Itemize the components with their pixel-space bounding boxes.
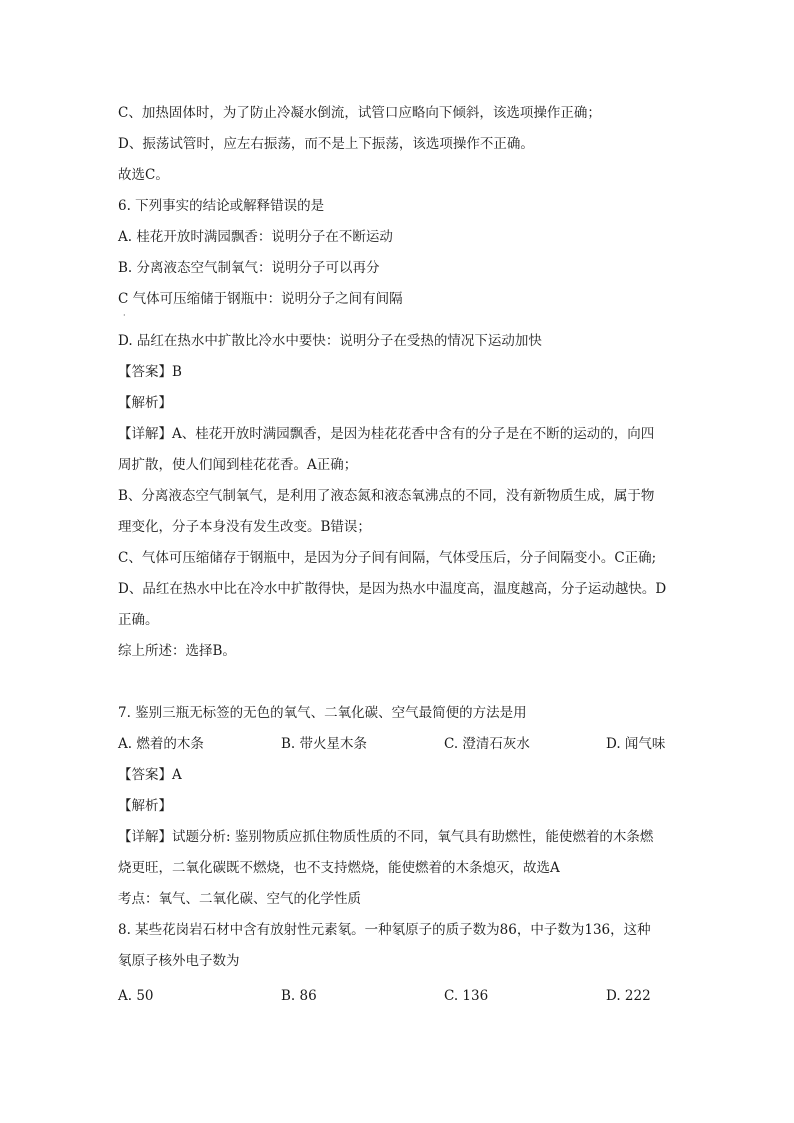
knowledge-point-line: 考点：氧气、二氧化碳、空气的化学性质	[118, 891, 361, 907]
stray-dot-mark: ·	[123, 311, 126, 320]
question-8-stem: 8. 某些花岗岩石材中含有放射性元素氡。一种氡原子的质子数为86，中子数为136，这种	[118, 922, 651, 938]
explanation-line: 周扩散，使人们闻到桂花花香。A正确；	[118, 457, 358, 473]
answer-label: 【答案】B	[118, 364, 182, 380]
analysis-label: 【解析】	[118, 798, 172, 814]
explanation-line: 【详解】试题分析: 鉴别物质应抓住物质性质的不同，氧气具有助燃性，能使燃着的木条燃	[118, 829, 654, 845]
question-7-stem: 7. 鉴别三瓶无标签的无色的氧气、二氧化碳、空气最简便的方法是用	[118, 705, 527, 721]
question-6-option-a: A. 桂花开放时满园飘香：说明分子在不断运动	[118, 229, 393, 245]
question-6-option-c: C 气体可压缩储于钢瓶中：说明分子之间有间隔	[118, 291, 403, 307]
text-line: D、振荡试管时，应左右振荡，而不是上下振荡，该选项操作不正确。	[118, 136, 534, 152]
question-8-option-a: A. 50	[118, 988, 154, 1004]
question-8-option-d: D. 222	[606, 988, 651, 1004]
explanation-line: D、品红在热水中比在冷水中扩散得快，是因为热水中温度高，温度越高，分子运动越快。D	[118, 581, 667, 597]
question-7-option-c: C. 澄清石灰水	[444, 736, 530, 752]
text-line: C、加热固体时，为了防止冷凝水倒流，试管口应略向下倾斜，该选项操作正确；	[118, 105, 601, 121]
question-6-option-d: D. 品红在热水中扩散比冷水中要快：说明分子在受热的情况下运动加快	[118, 333, 542, 349]
question-8-stem-cont: 氡原子核外电子数为	[118, 953, 240, 969]
explanation-line: C、气体可压缩储存于钢瓶中，是因为分子间有间隔，气体受压后，分子间隔变小。C正确;	[118, 550, 657, 566]
question-7-option-d: D. 闻气味	[606, 736, 666, 752]
summary-line: 综上所述：选择B。	[118, 643, 236, 659]
answer-label: 【答案】A	[118, 767, 182, 783]
question-8-option-b: B. 86	[281, 988, 317, 1004]
question-6-option-b: B. 分离液态空气制氧气：说明分子可以再分	[118, 260, 380, 276]
question-7-option-a: A. 燃着的木条	[118, 736, 204, 752]
explanation-line: 理变化，分子本身没有发生改变。B错误；	[118, 519, 371, 535]
explanation-line: B、分离液态空气制氧气，是利用了液态氮和液态氧沸点的不同，没有新物质生成，属于物	[118, 488, 655, 504]
analysis-label: 【解析】	[118, 395, 172, 411]
explanation-line: 烧更旺，二氧化碳既不燃烧，也不支持燃烧，能使燃着的木条熄灭，故选A	[118, 860, 560, 876]
question-6-stem: 6. 下列事实的结论或解释错误的是	[118, 198, 325, 214]
explanation-line: 【详解】A、桂花开放时满园飘香，是因为桂花花香中含有的分子是在不断的运动的，向四	[118, 426, 655, 442]
question-8-option-c: C. 136	[444, 988, 489, 1004]
text-line: 故选C。	[118, 167, 169, 183]
explanation-line: 正确。	[118, 612, 159, 628]
question-7-option-b: B. 带火星木条	[281, 736, 368, 752]
